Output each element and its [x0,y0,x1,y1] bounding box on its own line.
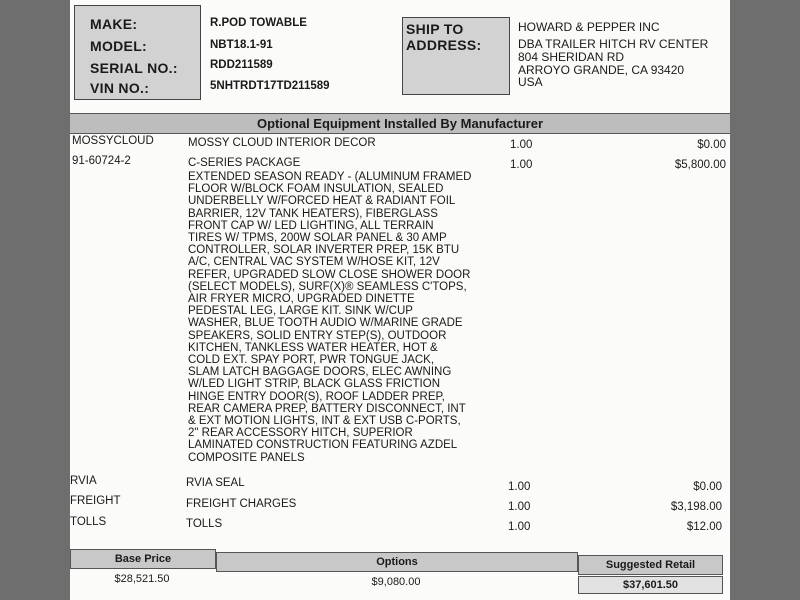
options-header: Options [216,552,578,572]
package-detail-line: CONTROLLER, SOLAR INVERTER PREP, 15K BTU [188,244,460,257]
package-detail-line: LAMINATED CONSTRUCTION FEATURING AZDEL [188,439,458,452]
make-label: MAKE: [90,16,138,32]
make-value: R.POD TOWABLE [210,17,307,29]
options-value: $9,080.00 [371,576,421,588]
package-detail-line: REAR CAMERA PREP, BATTERY DISCONNECT, INT [188,402,466,415]
package-detail-line: & EXT MOTION LIGHTS, INT & EXT USB C-PORTS, [188,415,461,428]
package-details [188,171,472,464]
item-quantity: 1.00 [508,481,531,493]
base-price-value: $28,521.50 [114,573,170,585]
ship-to-line-2: DBA TRAILER HITCH RV CENTER [518,37,709,51]
package-detail-line: HINGE ENTRY DOOR(S), ROOF LADDER PREP, [188,390,445,403]
package-detail-line: FRONT CAP W/ LED LIGHTING, ALL TERRAIN [188,219,434,232]
item-code: RVIA [70,475,97,487]
item-description: MOSSY CLOUD INTERIOR DECOR [188,137,376,149]
model-value: NBT18.1-91 [210,39,273,51]
item-price: $5,800.00 [674,159,726,171]
package-detail-line: AIR FRYER MICRO, UPGRADED DINETTE [188,293,415,306]
item-quantity: 1.00 [508,521,531,533]
package-detail-line: REFER, UPGRADED SLOW CLOSE SHOWER DOOR [188,268,471,281]
model-label: MODEL: [90,38,148,54]
base-price-header: Base Price [70,549,216,569]
item-description: C-SERIES PACKAGE [188,157,301,169]
package-detail-line: UNDERBELLY W/FORCED HEAT & RADIANT FOIL [188,195,456,208]
item-price: $3,198.00 [670,501,722,513]
item-quantity: 1.00 [510,139,533,151]
section-banner: Optional Equipment Installed By Manufacturer [70,113,730,134]
package-detail-line: WASHER, BLUE TOOTH AUDIO W/MARINE GRADE [188,317,463,330]
item-quantity: 1.00 [510,159,533,171]
package-detail-line: KITCHEN, TANKLESS WATER HEATER, HOT & [188,341,438,354]
item-code: FREIGHT [70,495,121,507]
item-code: MOSSYCLOUD [72,135,154,147]
item-price: $0.00 [697,139,726,151]
vin-value: 5NHTRDT17TD211589 [210,80,330,92]
package-detail-line: TIRES W/ TPMS, 200W SOLAR PANEL & 30 AMP [188,232,447,245]
ship-to-line-1: HOWARD & PEPPER INC [518,20,660,34]
item-price: $12.00 [686,521,722,533]
serial-value: RDD211589 [210,59,273,71]
ship-to-address-label: ADDRESS: [406,37,482,53]
package-detail-line: EXTENDED SEASON READY - (ALUMINUM FRAMED [188,171,472,183]
ship-to-line-3: 804 SHERIDAN RD [518,50,625,64]
package-detail-line: W/LED LIGHT STRIP, BLACK GLASS FRICTION [188,378,440,391]
item-code: 91-60724-2 [72,155,131,167]
package-detail-line: SLAM LATCH BAGGAGE DOORS, ELEC AWNING [188,366,452,379]
item-price: $0.00 [693,481,722,493]
package-detail-line: COMPOSITE PANELS [188,451,305,464]
ship-to-line-5: USA [518,75,543,89]
package-detail-line: FLOOR W/BLOCK FOAM INSULATION, SEALED [188,183,444,196]
package-detail-line: (SELECT MODELS), SURF(X)® SEAMLESS C'TOPS, [188,280,467,293]
suggested-retail-header: Suggested Retail [578,555,723,575]
ship-to-line-4: ARROYO GRANDE, CA 93420 [518,63,685,77]
item-description: FREIGHT CHARGES [186,498,297,510]
item-description: TOLLS [186,518,223,530]
item-quantity: 1.00 [508,501,531,513]
window-sticker [70,0,730,600]
package-detail-line: COLD EXT. SPAY PORT, PWR TONGUE JACK, [188,354,435,367]
ship-to-label: SHIP TO [406,21,464,37]
package-detail-line: BARRIER, 12V TANK HEATERS), FIBERGLASS [188,207,438,220]
item-code: TOLLS [70,516,107,528]
item-description: RVIA SEAL [186,477,245,489]
package-detail-line: SPEAKERS, SOLID ENTRY STEP(S), OUTDOOR [188,329,447,342]
serial-label: SERIAL NO.: [90,60,178,76]
package-detail-line: 2" REAR ACCESSORY HITCH, SUPERIOR [188,427,413,440]
package-detail-line: PEDESTAL LEG, LARGE KIT. SINK W/CUP [188,305,413,318]
vin-label: VIN NO.: [90,80,150,96]
suggested-retail-value: $37,601.50 [578,576,723,594]
package-detail-line: A/C, CENTRAL VAC SYSTEM W/HOSE KIT, 12V [188,256,440,269]
